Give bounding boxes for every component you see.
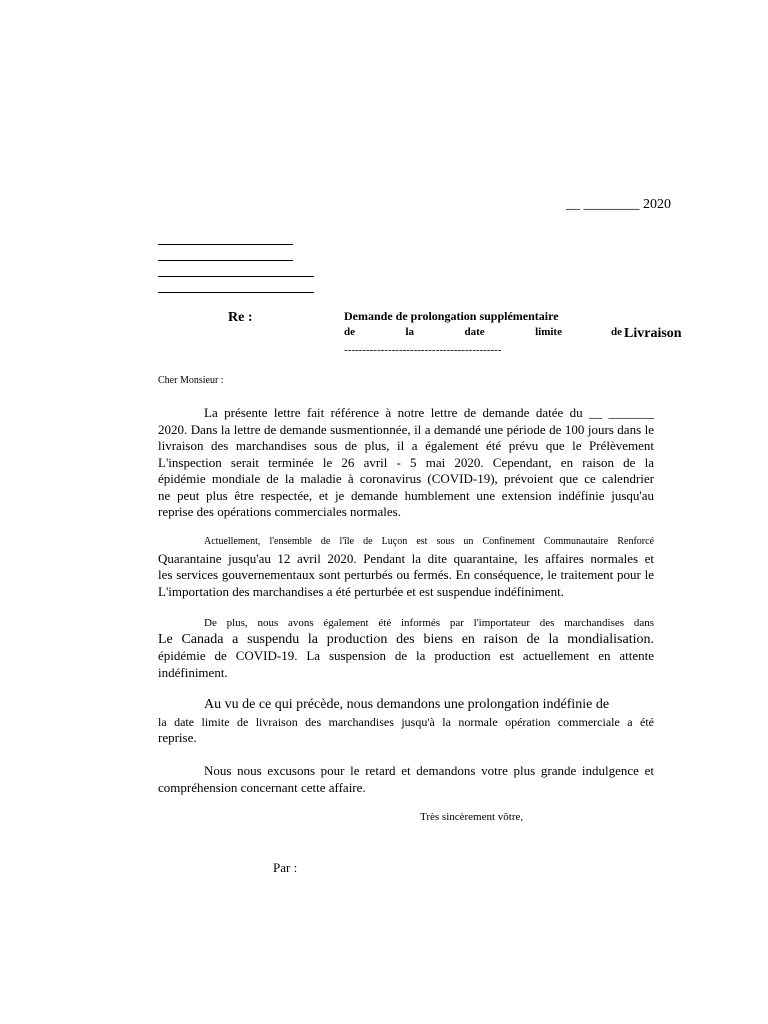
date-line: __ ________ 2020 — [566, 197, 671, 212]
paragraph-line: L'inspection serait terminée le 26 avril - 5 mai 2020. Cependant, en raison de la — [158, 454, 654, 470]
paragraph-2 — [158, 534, 654, 600]
closing: Très sincèrement vôtre, — [420, 811, 524, 823]
paragraph-line: reprise. — [158, 730, 197, 745]
paragraph-line: L'importation des marchandises a été perturbée et est suspendue indéfiniment. — [158, 583, 564, 599]
subject-livraison: Livraison — [624, 326, 682, 341]
subject-word: de — [344, 326, 355, 338]
paragraph-line: indéfiniment. — [158, 664, 228, 680]
subject-de: de — [611, 326, 622, 338]
signature-label: Par : — [273, 860, 298, 875]
subject-word: limite — [535, 326, 562, 338]
subject-word: la — [405, 326, 415, 338]
paragraph-line: 2020. Dans la lettre de demande susmentionnée, il a demandé une période de 100 jours dans le — [158, 421, 654, 437]
paragraph-line: épidémie de COVID-19. La suspension de la production est actuellement en attente — [158, 648, 654, 663]
paragraph-line: compréhension concernant cette affaire. — [158, 779, 366, 795]
subject-line-1: Demande de prolongation supplémentaire — [344, 309, 559, 323]
paragraph-line: reprise des opérations commerciales normales. — [158, 504, 401, 519]
paragraph-line: ne peut plus être respectée, et je demande humblement une extension indéfinie jusqu'au — [158, 487, 654, 503]
re-label: Re : — [228, 310, 253, 325]
paragraph-4 — [158, 697, 654, 747]
paragraph-5 — [158, 763, 654, 796]
paragraph-line: Le Canada a suspendu la production des biens en raison de la mondialisation. — [158, 631, 654, 647]
address-line — [158, 276, 314, 277]
paragraph-line: Nous nous excusons pour le retard et demandons votre plus grande indulgence et — [204, 763, 654, 778]
paragraph-3 — [158, 615, 654, 681]
subject-word: date — [464, 326, 485, 338]
paragraph-1 — [158, 405, 654, 521]
subject-line-2 — [344, 326, 562, 338]
paragraph-line: épidémie mondiale de la maladie à coronavirus (COVID-19), prévoient que ce calendrier — [158, 471, 654, 486]
salutation: Cher Monsieur : — [158, 375, 224, 386]
paragraph-line: Quarantaine jusqu'au 12 avril 2020. Pendant la dite quarantaine, les affaires normales et — [158, 550, 654, 566]
paragraph-line: livraison des marchandises sous de plus, il a également été prévu que le Prélèvement — [158, 438, 654, 453]
paragraph-line: La présente lettre fait référence à notre lettre de demande datée du __ _______ — [204, 405, 654, 420]
address-line — [158, 244, 293, 245]
address-line — [158, 260, 293, 261]
subject-underline: ------------------------------------------- — [344, 344, 502, 356]
paragraph-line: De plus, nous avons également été informés par l'importateur des marchandises dans — [204, 617, 654, 629]
paragraph-line: Actuellement, l'ensemble de l'île de Luçon est sous un Confinement Communautaire Renforcé — [204, 536, 654, 547]
address-line — [158, 292, 314, 293]
paragraph-line: les services gouvernementaux sont perturbés ou fermés. En conséquence, le traitement pour le — [158, 567, 654, 582]
paragraph-line: Au vu de ce qui précède, nous demandons une prolongation indéfinie de — [204, 697, 610, 712]
paragraph-line: la date limite de livraison des marchandises jusqu'à la normale opération commerciale a été — [158, 714, 654, 729]
